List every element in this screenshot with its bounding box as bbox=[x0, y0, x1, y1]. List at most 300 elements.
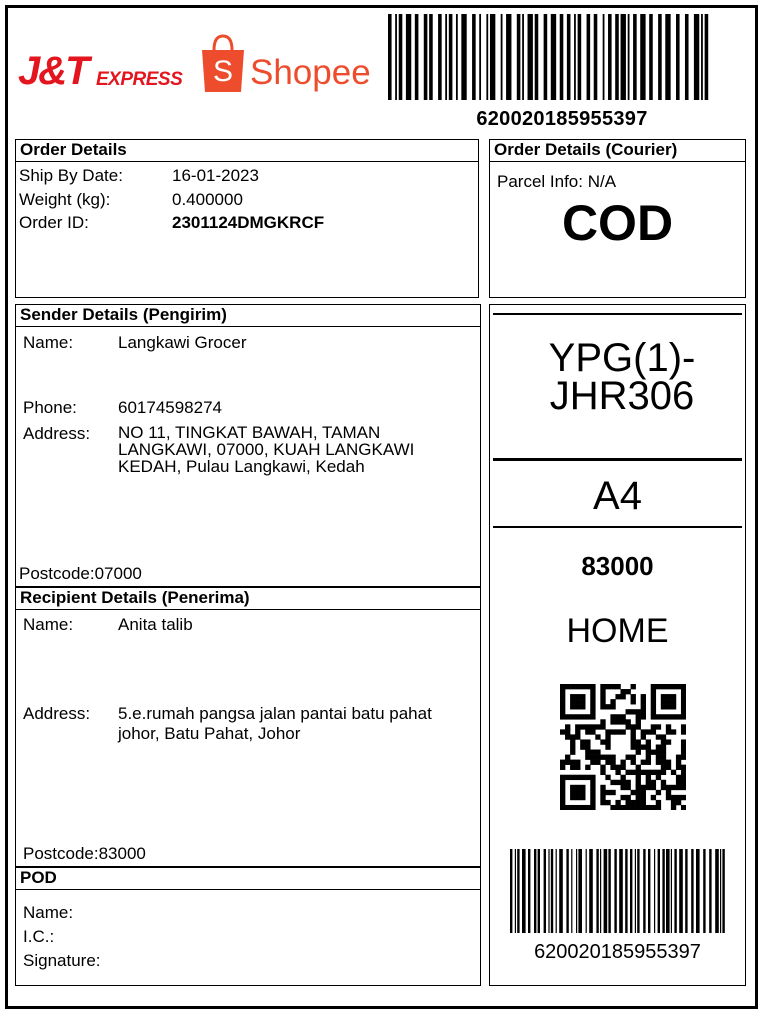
qr-module bbox=[565, 755, 570, 760]
qr-module bbox=[631, 729, 636, 734]
barcode-bar bbox=[501, 14, 503, 100]
pod-ic-label: I.C.: bbox=[23, 927, 55, 946]
qr-module bbox=[651, 724, 656, 729]
qr-module bbox=[681, 739, 686, 744]
qr-module bbox=[570, 699, 575, 704]
barcode-bar bbox=[722, 849, 724, 933]
qr-module bbox=[681, 724, 686, 729]
qr-module bbox=[610, 780, 615, 785]
qr-module bbox=[595, 734, 600, 739]
order-id-label: Order ID: bbox=[19, 213, 89, 232]
qr-module bbox=[671, 704, 676, 709]
qr-module bbox=[666, 785, 671, 790]
qr-module bbox=[626, 689, 631, 694]
qr-module bbox=[570, 704, 575, 709]
zone-code: A4 bbox=[593, 474, 642, 518]
qr-module bbox=[661, 780, 666, 785]
barcode-bar bbox=[578, 14, 582, 100]
qr-module bbox=[676, 765, 681, 770]
qr-module bbox=[656, 760, 661, 765]
qr-module bbox=[590, 805, 595, 810]
qr-module bbox=[570, 785, 575, 790]
qr-module bbox=[651, 795, 656, 800]
qr-module bbox=[590, 689, 595, 694]
barcode-bar bbox=[587, 14, 591, 100]
qr-module bbox=[626, 805, 631, 810]
qr-module bbox=[620, 795, 625, 800]
qr-module bbox=[676, 714, 681, 719]
qr-module bbox=[646, 755, 651, 760]
qr-module bbox=[646, 780, 651, 785]
qr-module bbox=[681, 689, 686, 694]
qr-module bbox=[626, 800, 631, 805]
qr-module bbox=[676, 785, 681, 790]
qr-module bbox=[600, 694, 605, 699]
qr-module bbox=[676, 775, 681, 780]
qr-module bbox=[565, 729, 570, 734]
qr-module bbox=[580, 785, 585, 790]
barcode-bar bbox=[424, 14, 428, 100]
barcode-bar bbox=[621, 14, 626, 100]
qr-module bbox=[600, 800, 605, 805]
barcode-bar bbox=[720, 849, 721, 933]
qr-module bbox=[641, 785, 646, 790]
barcode-bar bbox=[566, 849, 568, 933]
qr-module bbox=[656, 724, 661, 729]
barcode-bar bbox=[551, 14, 556, 100]
qr-module bbox=[641, 699, 646, 704]
qr-module bbox=[626, 770, 631, 775]
qr-module bbox=[641, 760, 646, 765]
pod-title: POD bbox=[16, 868, 480, 890]
qr-module bbox=[636, 739, 641, 744]
qr-module bbox=[636, 724, 641, 729]
qr-module bbox=[600, 795, 605, 800]
barcode-bar bbox=[596, 849, 598, 933]
qr-module bbox=[641, 714, 646, 719]
qr-module bbox=[560, 805, 565, 810]
sender-details-title: Sender Details (Pengirim) bbox=[16, 305, 480, 327]
qr-module bbox=[590, 775, 595, 780]
qr-module bbox=[671, 694, 676, 699]
qr-module bbox=[605, 775, 610, 780]
qr-module bbox=[620, 689, 625, 694]
qr-module bbox=[585, 739, 590, 744]
qr-module bbox=[590, 780, 595, 785]
qr-module bbox=[666, 790, 671, 795]
barcode-bar bbox=[522, 849, 526, 933]
qr-module bbox=[681, 729, 686, 734]
barcode-bar bbox=[461, 14, 466, 100]
barcode-bar bbox=[705, 14, 709, 100]
qr-module bbox=[575, 704, 580, 709]
sender-name-value: Langkawi Grocer bbox=[118, 333, 247, 352]
qr-module bbox=[641, 734, 646, 739]
qr-module bbox=[585, 729, 590, 734]
qr-module bbox=[590, 704, 595, 709]
qr-module bbox=[651, 785, 656, 790]
barcode-bar bbox=[517, 849, 519, 933]
qr-module bbox=[605, 760, 610, 765]
qr-module bbox=[656, 790, 661, 795]
qr-module bbox=[610, 704, 615, 709]
qr-module bbox=[600, 739, 605, 744]
recipient-address-label: Address: bbox=[23, 704, 91, 723]
qr-module bbox=[615, 714, 620, 719]
qr-module bbox=[636, 765, 641, 770]
qr-module bbox=[570, 734, 575, 739]
qr-module bbox=[560, 729, 565, 734]
qr-module bbox=[651, 694, 656, 699]
qr-module bbox=[666, 729, 671, 734]
qr-module bbox=[615, 780, 620, 785]
jt-logo-express: EXPRESS bbox=[96, 69, 183, 90]
qr-module bbox=[646, 739, 651, 744]
qr-module bbox=[575, 729, 580, 734]
qr-module bbox=[676, 780, 681, 785]
routing-top-rule bbox=[493, 313, 742, 315]
qr-module bbox=[570, 760, 575, 765]
qr-module bbox=[651, 714, 656, 719]
qr-module bbox=[595, 755, 600, 760]
recipient-name-label: Name: bbox=[23, 615, 74, 634]
qr-module bbox=[636, 709, 641, 714]
qr-module bbox=[570, 790, 575, 795]
barcode-bar bbox=[551, 849, 553, 933]
barcode-bar bbox=[395, 14, 397, 100]
qr-module bbox=[666, 724, 671, 729]
barcode-bar bbox=[676, 14, 680, 100]
barcode-bar bbox=[674, 849, 676, 933]
qr-module bbox=[560, 699, 565, 704]
qr-module bbox=[636, 770, 641, 775]
qr-module bbox=[590, 750, 595, 755]
qr-module bbox=[600, 755, 605, 760]
qr-module bbox=[656, 750, 661, 755]
qr-module bbox=[575, 694, 580, 699]
qr-module bbox=[681, 765, 686, 770]
qr-module bbox=[620, 785, 625, 790]
barcode-bar bbox=[671, 849, 672, 933]
qr-module bbox=[570, 714, 575, 719]
barcode-bar bbox=[556, 849, 557, 933]
qr-module bbox=[681, 684, 686, 689]
jt-logo-mark: J&T bbox=[18, 49, 88, 93]
qr-module bbox=[631, 770, 636, 775]
qr-module bbox=[580, 724, 585, 729]
qr-module bbox=[626, 719, 631, 724]
qr-module bbox=[681, 704, 686, 709]
qr-module bbox=[620, 719, 625, 724]
qr-module bbox=[610, 714, 615, 719]
barcode-bar bbox=[528, 849, 530, 933]
qr-module bbox=[565, 775, 570, 780]
qr-module bbox=[560, 694, 565, 699]
qr-module bbox=[620, 775, 625, 780]
qr-module bbox=[615, 800, 620, 805]
qr-module bbox=[565, 724, 570, 729]
barcode-bar bbox=[528, 14, 533, 100]
qr-module bbox=[631, 699, 636, 704]
qr-module bbox=[646, 744, 651, 749]
delivery-type: HOME bbox=[566, 612, 669, 650]
order-details-title: Order Details bbox=[16, 140, 478, 162]
qr-module bbox=[646, 785, 651, 790]
qr-module bbox=[681, 755, 686, 760]
qr-module bbox=[620, 714, 625, 719]
qr-module bbox=[590, 790, 595, 795]
qr-module bbox=[661, 760, 666, 765]
qr-module bbox=[600, 689, 605, 694]
qr-module bbox=[631, 755, 636, 760]
qr-module bbox=[580, 790, 585, 795]
barcode-bar bbox=[630, 849, 632, 933]
barcode-bar bbox=[643, 849, 645, 933]
qr-module bbox=[641, 800, 646, 805]
qr-module bbox=[666, 699, 671, 704]
qr-module bbox=[656, 744, 661, 749]
qr-module bbox=[646, 729, 651, 734]
weight-label: Weight (kg): bbox=[19, 190, 111, 209]
barcode-bar bbox=[548, 849, 549, 933]
shopee-bag-letter: S bbox=[212, 55, 233, 88]
tracking-number-top: 620020185955397 bbox=[476, 108, 648, 130]
tracking-barcode-bottom bbox=[510, 849, 726, 933]
barcode-bar bbox=[662, 849, 664, 933]
barcode-bar bbox=[559, 849, 563, 933]
barcode-bar bbox=[701, 14, 703, 100]
qr-module bbox=[651, 704, 656, 709]
qr-module bbox=[666, 760, 671, 765]
qr-module bbox=[615, 770, 620, 775]
qr-module bbox=[600, 790, 605, 795]
barcode-bar bbox=[445, 14, 447, 100]
qr-module bbox=[585, 750, 590, 755]
qr-module bbox=[560, 689, 565, 694]
qr-module bbox=[570, 694, 575, 699]
qr-module bbox=[565, 684, 570, 689]
qr-module bbox=[570, 739, 575, 744]
qr-module bbox=[620, 765, 625, 770]
qr-module bbox=[570, 684, 575, 689]
qr-module bbox=[585, 775, 590, 780]
qr-module bbox=[620, 760, 625, 765]
qr-module bbox=[590, 795, 595, 800]
qr-module bbox=[610, 729, 615, 734]
qr-module bbox=[600, 770, 605, 775]
qr-module bbox=[590, 684, 595, 689]
qr-module bbox=[600, 765, 605, 770]
qr-module bbox=[590, 729, 595, 734]
barcode-bar bbox=[479, 14, 481, 100]
qr-module bbox=[580, 694, 585, 699]
qr-module bbox=[666, 765, 671, 770]
qr-module bbox=[570, 805, 575, 810]
qr-module bbox=[605, 755, 610, 760]
qr-module bbox=[681, 775, 686, 780]
qr-module bbox=[575, 699, 580, 704]
qr-module bbox=[585, 714, 590, 719]
qr-module bbox=[565, 734, 570, 739]
qr-module bbox=[560, 765, 565, 770]
qr-module bbox=[656, 714, 661, 719]
qr-module bbox=[676, 755, 681, 760]
qr-module bbox=[636, 775, 641, 780]
qr-module bbox=[666, 684, 671, 689]
qr-module bbox=[651, 770, 656, 775]
qr-module bbox=[681, 694, 686, 699]
qr-module bbox=[641, 795, 646, 800]
qr-module bbox=[605, 744, 610, 749]
qr-module bbox=[570, 765, 575, 770]
qr-module bbox=[580, 805, 585, 810]
qr-module bbox=[661, 684, 666, 689]
qr-module bbox=[580, 684, 585, 689]
qr-module bbox=[605, 734, 610, 739]
courier-details-box bbox=[489, 139, 746, 298]
barcode-bar bbox=[535, 14, 539, 100]
qr-module bbox=[681, 709, 686, 714]
qr-module bbox=[646, 805, 651, 810]
barcode-bar bbox=[665, 14, 670, 100]
qr-module bbox=[570, 744, 575, 749]
qr-module bbox=[575, 760, 580, 765]
qr-module bbox=[676, 800, 681, 805]
qr-module bbox=[626, 709, 631, 714]
qr-module bbox=[626, 795, 631, 800]
barcode-bar bbox=[534, 849, 536, 933]
qr-module bbox=[590, 760, 595, 765]
weight-value: 0.400000 bbox=[172, 190, 243, 209]
qr-module bbox=[631, 805, 636, 810]
barcode-bar bbox=[517, 14, 521, 100]
qr-module bbox=[656, 734, 661, 739]
barcode-bar bbox=[603, 14, 605, 100]
barcode-bar bbox=[429, 14, 433, 100]
barcode-bar bbox=[658, 849, 660, 933]
sort-code: YPG(1)-JHR306 bbox=[548, 336, 696, 418]
barcode-bar bbox=[637, 849, 639, 933]
qr-module bbox=[661, 765, 666, 770]
qr-module bbox=[575, 734, 580, 739]
qr-module bbox=[560, 760, 565, 765]
qr-module bbox=[600, 785, 605, 790]
qr-module bbox=[580, 775, 585, 780]
barcode-bar bbox=[694, 14, 699, 100]
recipient-postcode: Postcode:83000 bbox=[23, 844, 146, 863]
qr-module bbox=[671, 714, 676, 719]
qr-module bbox=[605, 684, 610, 689]
qr-module bbox=[580, 714, 585, 719]
qr-module bbox=[641, 704, 646, 709]
qr-module bbox=[610, 805, 615, 810]
qr-module bbox=[641, 744, 646, 749]
qr-module bbox=[580, 744, 585, 749]
qr-module bbox=[681, 805, 686, 810]
qr-module bbox=[651, 684, 656, 689]
qr-module bbox=[575, 790, 580, 795]
qr-module bbox=[565, 714, 570, 719]
tracking-number-bottom: 620020185955397 bbox=[534, 941, 701, 963]
qr-module bbox=[651, 729, 656, 734]
barcode-bar bbox=[571, 849, 572, 933]
qr-module bbox=[560, 709, 565, 714]
qr-module bbox=[560, 684, 565, 689]
qr-module bbox=[656, 800, 661, 805]
qr-module bbox=[636, 780, 641, 785]
qr-module bbox=[560, 714, 565, 719]
qr-module bbox=[641, 694, 646, 699]
qr-module bbox=[610, 684, 615, 689]
pod-name-label: Name: bbox=[23, 903, 74, 922]
barcode-bar bbox=[544, 14, 548, 100]
courier-details-title: Order Details (Courier) bbox=[490, 140, 745, 162]
qr-module bbox=[661, 734, 666, 739]
qr-module bbox=[671, 795, 676, 800]
barcode-bar bbox=[406, 14, 411, 100]
barcode-bar bbox=[608, 14, 612, 100]
barcode-bar bbox=[654, 849, 655, 933]
qr-module bbox=[661, 739, 666, 744]
shopee-logo bbox=[200, 32, 371, 98]
qr-module bbox=[671, 770, 676, 775]
qr-module bbox=[610, 699, 615, 704]
qr-module bbox=[631, 684, 636, 689]
barcode-bar bbox=[589, 849, 593, 933]
qr-module bbox=[631, 709, 636, 714]
qr-module bbox=[666, 694, 671, 699]
qr-module bbox=[610, 755, 615, 760]
qr-module bbox=[610, 765, 615, 770]
qr-module bbox=[661, 704, 666, 709]
barcode-bar bbox=[574, 14, 576, 100]
qr-module bbox=[666, 714, 671, 719]
qr-module bbox=[636, 790, 641, 795]
qr-module bbox=[580, 795, 585, 800]
barcode-bar bbox=[633, 14, 637, 100]
qr-module bbox=[580, 739, 585, 744]
qr-module bbox=[626, 780, 631, 785]
qr-module bbox=[580, 704, 585, 709]
qr-module bbox=[646, 775, 651, 780]
qr-module bbox=[605, 790, 610, 795]
recipient-address-value: 5.e.rumah pangsa jalan pantai batu pahat johor, Batu Pahat, Johor bbox=[118, 704, 432, 743]
barcode-bar bbox=[614, 849, 616, 933]
barcode-bar bbox=[594, 14, 598, 100]
qr-module bbox=[615, 684, 620, 689]
qr-module bbox=[620, 780, 625, 785]
qr-module bbox=[570, 795, 575, 800]
qr-module bbox=[651, 750, 656, 755]
qr-module bbox=[615, 694, 620, 699]
qr-module bbox=[636, 805, 641, 810]
qr-module bbox=[585, 755, 590, 760]
qr-module bbox=[605, 704, 610, 709]
qr-module bbox=[585, 744, 590, 749]
qr-module bbox=[600, 684, 605, 689]
barcode-bar bbox=[658, 14, 662, 100]
qr-module bbox=[575, 724, 580, 729]
qr-module bbox=[610, 719, 615, 724]
barcode-bar bbox=[635, 849, 636, 933]
qr-module bbox=[636, 750, 641, 755]
qr-module bbox=[575, 805, 580, 810]
qr-module bbox=[585, 805, 590, 810]
qr-module bbox=[570, 775, 575, 780]
sender-phone-value: 60174598274 bbox=[118, 398, 223, 417]
qr-module bbox=[661, 694, 666, 699]
parcel-info: Parcel Info: N/A bbox=[497, 172, 617, 191]
